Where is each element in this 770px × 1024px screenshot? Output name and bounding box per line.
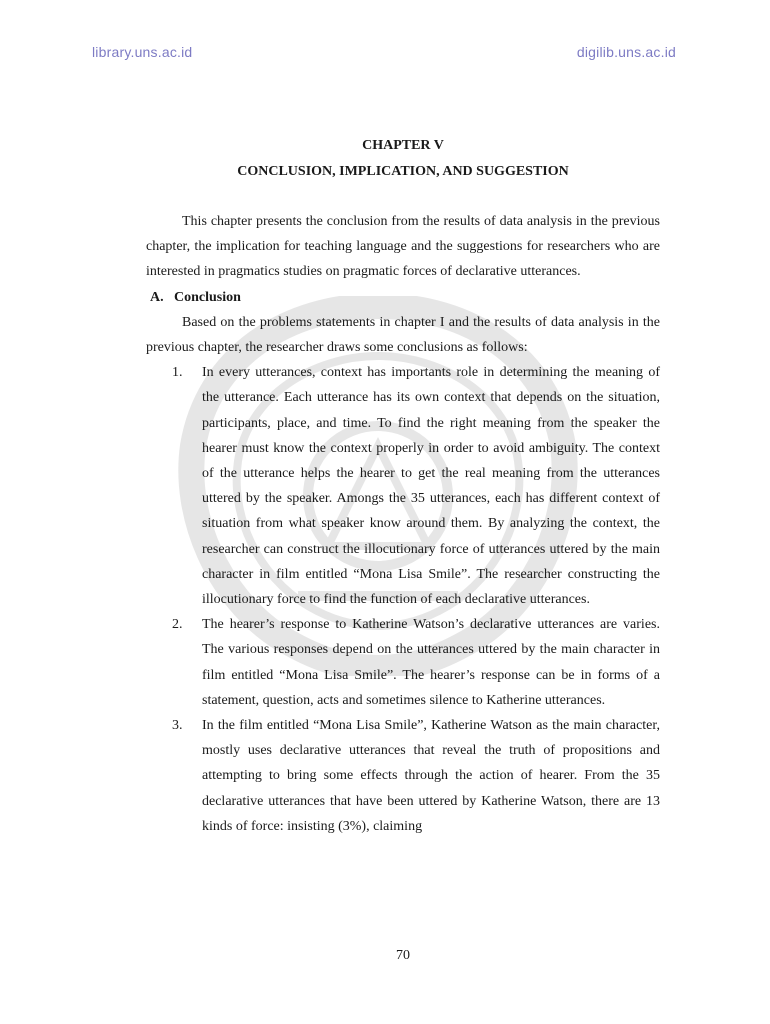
list-item-text: In every utterances, context has importants role in determining the meaning of the utterance. Each utterance has its own context that depends on the situation, participants, place, and time. To find the right meaning from the speaker the hearer must know the context properly in order to avoid ambiguity. The context of the utterance helps the hearer to get the real meaning from the utterances uttered by the speaker. Amongs the 35 utterances, each has different context of situation from what speaker know around them. By analyzing the context, the researcher can construct the illocutionary force of utterances uttered by the main character in film entitled “Mona Lisa Smile”. The researcher constructing the illocutionary force to find the function of each declarative utterances.: [202, 365, 660, 608]
section-letter: A.: [150, 289, 164, 305]
list-item-text: In the film entitled “Mona Lisa Smile”, Katherine Watson as the main character, mostly uses declarative utterances that reveal the truth of propositions and attempting to bring some effects through the action of hearer. From the 35 declarative utterances that have been uttered by Katherine Watson, there are 13 kinds of force: insisting (3%), claiming: [202, 718, 660, 834]
section-title: Conclusion: [174, 289, 241, 305]
list-item-number: 3.: [172, 718, 183, 734]
list-item-text: The hearer’s response to Katherine Watson’s declarative utterances are varies. The various responses depend on the utterances uttered by the main character in film entitled “Mona Lisa Smile”. The hearer’s response can be in forms of a statement, question, acts and sometimes silence to Katherine utterances.: [202, 617, 660, 708]
intro-paragraph: This chapter presents the conclusion from the results of data analysis in the previous chapter, the implication for teaching language and the suggestions for researchers who are interested in pragmatics studies on pragmatic forces of declarative utterances.: [146, 214, 660, 280]
header-source-left: library.uns.ac.id: [92, 44, 193, 60]
list-item: [146, 612, 660, 713]
list-item-number: 2.: [172, 617, 183, 633]
page-number: 70: [396, 948, 410, 963]
list-item: [146, 713, 660, 839]
list-item-number: 1.: [172, 365, 183, 381]
chapter-number: CHAPTER V: [362, 138, 444, 153]
chapter-title: CONCLUSION, IMPLICATION, AND SUGGESTION: [237, 164, 569, 179]
conclusion-list: [146, 360, 660, 839]
list-item: [146, 360, 660, 612]
section-lead-paragraph: Based on the problems statements in chapter I and the results of data analysis in the previous chapter, the researcher draws some conclusions as follows:: [146, 314, 660, 356]
chapter-body: [146, 209, 660, 839]
header-source-right: digilib.uns.ac.id: [576, 44, 676, 60]
section-heading: [146, 285, 660, 310]
